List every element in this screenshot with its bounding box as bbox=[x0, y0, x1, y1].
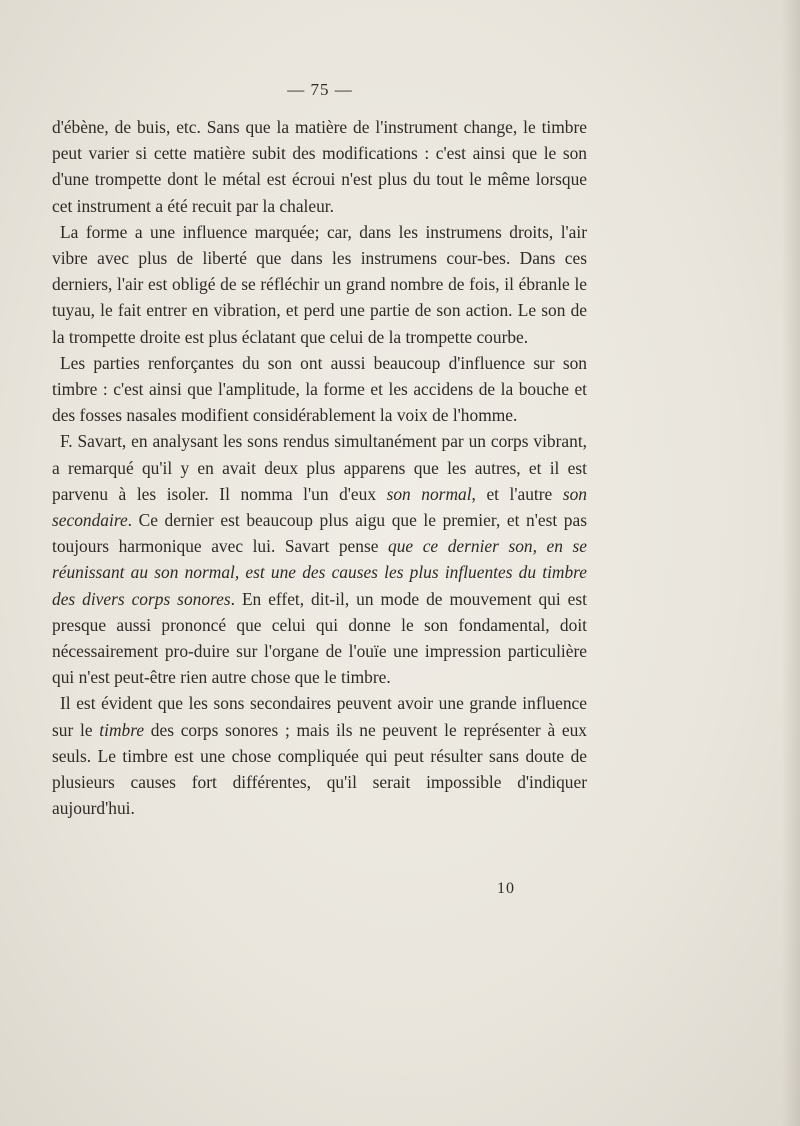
text-run: , et l'autre bbox=[471, 483, 563, 504]
text-run: d'ébène, de buis, etc. Sans que la matière de l'instrument change, le timbre peut varier si cette matière subit des modifications : c'est ainsi que le son d'une trompette dont le métal est écroui n'est plus du tout le même lorsque cet instrument a été recuit par la chaleur. bbox=[52, 117, 587, 216]
text-run: des corps sonores ; mais ils ne peuvent le représenter à eux seuls. Le timbre est une chose compliquée qui peut résulter sans doute de plusieurs causes fort différentes, qu'il serait impossible d'indiquer aujourd'hui. bbox=[52, 719, 587, 819]
text-run: . En effet, dit-il, un mode de mouvement qui est presque aussi prononcé que celui qui donne le son fondamental, doit nécessairement pro-duire sur l'organe de l'ouïe une impression particulière qui n'est peut-être rien autre chose que le timbre. bbox=[52, 588, 587, 688]
body-text bbox=[52, 114, 587, 821]
text-run: La forme a une influence marquée; car, dans les instrumens droits, l'air vibre avec plus de liberté que dans les instrumens cour-bes. Dans ces derniers, l'air est obligé de se réfléchir un grand nombre de fois, il ébranle le tuyau, le fait entrer en vibration, et perd une partie de son action. Le son de la trompette droite est plus éclatant que celui de la trompette courbe. bbox=[52, 221, 587, 347]
paragraph bbox=[52, 350, 587, 429]
italic-text: son secondaire bbox=[52, 483, 587, 531]
italic-text: que ce dernier son, en se réunissant au son normal, est une des causes les plus influentes du timbre des divers corps sonores bbox=[52, 536, 587, 609]
paragraph bbox=[52, 219, 587, 350]
italic-text: timbre bbox=[99, 719, 145, 740]
signature-mark: 10 bbox=[497, 880, 515, 897]
paragraph bbox=[52, 114, 587, 219]
paragraph bbox=[52, 428, 587, 690]
paragraph bbox=[52, 690, 587, 821]
text-run: F. Savart, en analysant les sons rendus simultanément par un corps vibrant, a remarqué qu'il y en avait deux plus apparens que les autres, et il est parvenu à les isoler. Il nomma l'un d'eux bbox=[52, 431, 587, 504]
page-number-header: — 75 — bbox=[287, 80, 353, 99]
text-run: Les parties renforçantes du son ont aussi beaucoup d'influence sur son timbre : c'est ainsi que l'amplitude, la forme et les accidens de la bouche et des fosses nasales modifient considérablement la voix de l'homme. bbox=[52, 352, 587, 426]
italic-text: son normal bbox=[386, 483, 472, 504]
text-run: . Ce dernier est beaucoup plus aigu que le premier, et n'est pas toujours harmonique avec lui. Savart pense bbox=[52, 510, 587, 557]
text-run: Il est évident que les sons secondaires peuvent avoir une grande influence sur le bbox=[52, 693, 587, 740]
